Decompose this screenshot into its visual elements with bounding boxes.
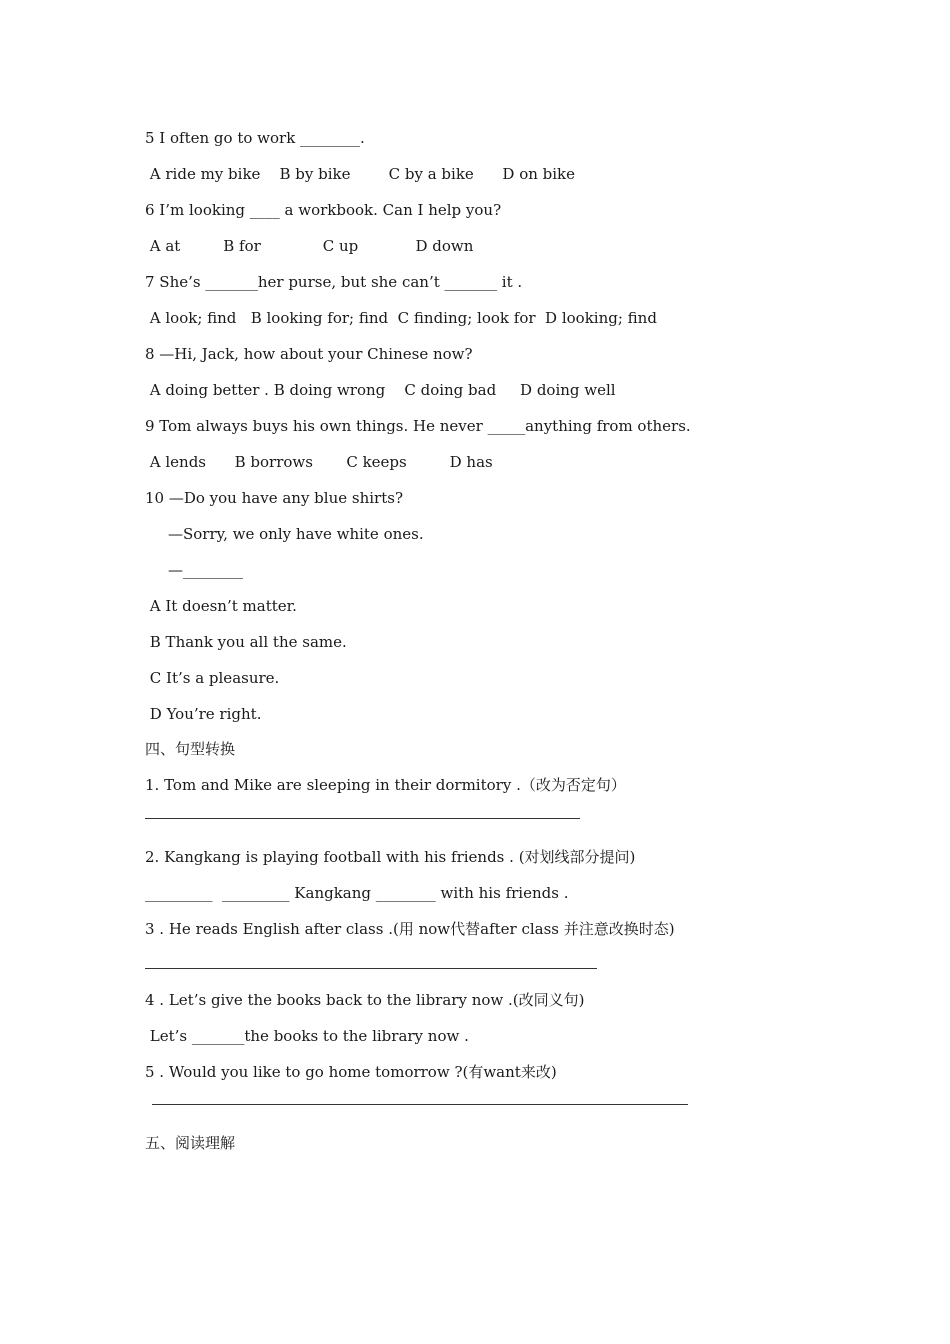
answer-line — [145, 968, 597, 969]
q8-options: A doing better . B doing wrong C doing bad D doing well — [145, 381, 616, 399]
q7-options: A look; find B looking for; find C finding; look for D looking; find — [145, 309, 657, 327]
q9-options: A lends B borrows C keeps D has — [145, 453, 493, 471]
q5-stem: 5 I often go to work ________. — [145, 129, 365, 147]
q6-stem: 6 I’m looking ____ a workbook. Can I help you? — [145, 201, 502, 219]
q10-option-b: B Thank you all the same. — [145, 633, 347, 651]
s4-item-4-answer: Let’s _______the books to the library now . — [145, 1027, 469, 1045]
q9-stem: 9 Tom always buys his own things. He never _____anything from others. — [145, 417, 691, 435]
q10-option-d: D You’re right. — [145, 705, 262, 723]
section5-heading: 五、阅读理解 — [145, 1134, 236, 1152]
q10-stem: 10 —Do you have any blue shirts? — [145, 489, 403, 507]
s4-item-4: 4 . Let’s give the books back to the library now .(改同义句) — [145, 991, 585, 1009]
q5-options: A ride my bike B by bike C by a bike D on bike — [145, 165, 576, 183]
q10-option-a: A It doesn’t matter. — [145, 597, 297, 615]
s4-item-2-answer: _________ _________ Kangkang ________ with his friends . — [145, 884, 569, 902]
section4-heading: 四、句型转换 — [145, 740, 236, 758]
answer-line — [145, 818, 580, 819]
q10-option-c: C It’s a pleasure. — [145, 669, 280, 687]
answer-line — [152, 1104, 688, 1105]
s4-item-1: 1. Tom and Mike are sleeping in their dormitory .（改为否定句） — [145, 776, 626, 794]
q7-stem: 7 She’s _______her purse, but she can’t _______ it . — [145, 273, 523, 291]
q8-stem: 8 —Hi, Jack, how about your Chinese now? — [145, 345, 473, 363]
q10-blank: —________ — [168, 561, 243, 579]
q6-options: A at B for C up D down — [145, 237, 474, 255]
s4-item-3: 3 . He reads English after class .(用 now代替after class 并注意改换时态) — [145, 920, 675, 938]
s4-item-2: 2. Kangkang is playing football with his friends . (对划线部分提问) — [145, 848, 636, 866]
q10-reply: —Sorry, we only have white ones. — [168, 525, 424, 543]
s4-item-5: 5 . Would you like to go home tomorrow ?(有want来改) — [145, 1063, 557, 1081]
